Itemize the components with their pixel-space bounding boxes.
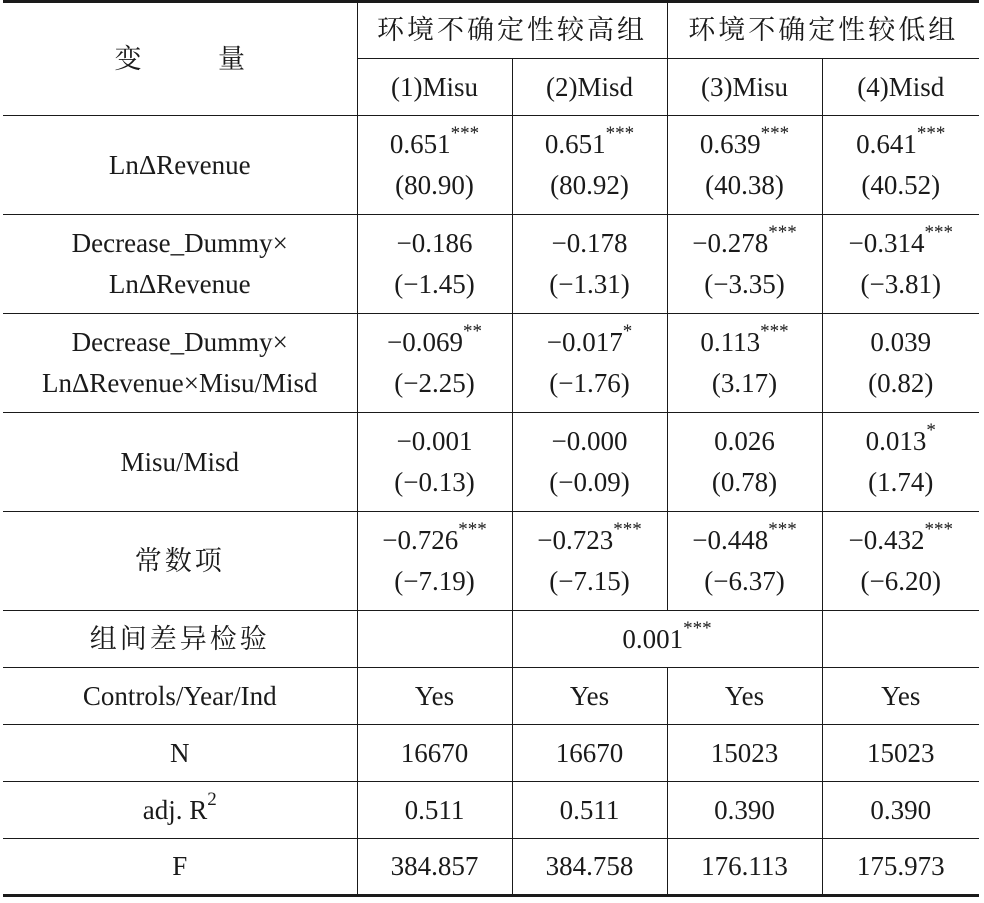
table-cell: Yes bbox=[822, 668, 979, 725]
coef-cell: 0.113*** (3.17) bbox=[667, 314, 822, 413]
coef-cell: 0.641*** (40.52) bbox=[822, 116, 979, 215]
coef-cell: −0.314*** (−3.81) bbox=[822, 215, 979, 314]
table-row bbox=[3, 215, 979, 314]
coef-cell: −0.186 (−1.45) bbox=[357, 215, 512, 314]
coef-cell: 0.639*** (40.38) bbox=[667, 116, 822, 215]
table-cell: Yes bbox=[512, 668, 667, 725]
coef-cell: 0.651*** (80.92) bbox=[512, 116, 667, 215]
regression-table bbox=[3, 0, 979, 897]
row-label: Controls/Year/Ind bbox=[3, 668, 357, 725]
table-cell: 384.857 bbox=[357, 839, 512, 896]
table-cell: Yes bbox=[667, 668, 822, 725]
coef-cell: −0.278*** (−3.35) bbox=[667, 215, 822, 314]
coef-cell: −0.726*** (−7.19) bbox=[357, 512, 512, 611]
header-row-groups bbox=[3, 2, 979, 59]
n-row bbox=[3, 725, 979, 782]
row-label: 组间差异检验 bbox=[3, 611, 357, 668]
column-header: (1)Misu bbox=[357, 59, 512, 116]
coef-cell: −0.000 (−0.09) bbox=[512, 413, 667, 512]
row-label: N bbox=[3, 725, 357, 782]
table-cell: 176.113 bbox=[667, 839, 822, 896]
coef-cell: 0.651*** (80.90) bbox=[357, 116, 512, 215]
coef-cell: 0.039 (0.82) bbox=[822, 314, 979, 413]
row-label: F bbox=[3, 839, 357, 896]
f-row bbox=[3, 839, 979, 896]
table-cell: 15023 bbox=[822, 725, 979, 782]
coef-cell: 0.026 (0.78) bbox=[667, 413, 822, 512]
table-row bbox=[3, 116, 979, 215]
table-cell: 16670 bbox=[357, 725, 512, 782]
group-test-value: 0.001*** bbox=[512, 611, 822, 668]
row-label: adj. $R^2$ bbox=[3, 782, 357, 839]
adj-r2-row bbox=[3, 782, 979, 839]
row-label: LnΔRevenue bbox=[3, 116, 357, 215]
table-row bbox=[3, 413, 979, 512]
empty-cell bbox=[357, 611, 512, 668]
group-high-header: 环境不确定性较高组 bbox=[357, 2, 667, 59]
column-header: (2)Misd bbox=[512, 59, 667, 116]
row-label: Misu/Misd bbox=[3, 413, 357, 512]
coef-cell: −0.723*** (−7.15) bbox=[512, 512, 667, 611]
variable-header: 变 量 bbox=[3, 2, 357, 116]
table-cell: 0.511 bbox=[357, 782, 512, 839]
table-cell: 175.973 bbox=[822, 839, 979, 896]
coef-cell: 0.013* (1.74) bbox=[822, 413, 979, 512]
table-cell: 16670 bbox=[512, 725, 667, 782]
table-cell: 384.758 bbox=[512, 839, 667, 896]
row-label: Decrease_Dummy× LnΔRevenue×Misu/Misd bbox=[3, 314, 357, 413]
table-cell: 15023 bbox=[667, 725, 822, 782]
coef-cell: −0.432*** (−6.20) bbox=[822, 512, 979, 611]
row-label: Decrease_Dummy× LnΔRevenue bbox=[3, 215, 357, 314]
column-header: (3)Misu bbox=[667, 59, 822, 116]
row-label: 常数项 bbox=[3, 512, 357, 611]
table-cell: 0.390 bbox=[667, 782, 822, 839]
coef-cell: −0.017* (−1.76) bbox=[512, 314, 667, 413]
coef-cell: −0.001 (−0.13) bbox=[357, 413, 512, 512]
group-low-header: 环境不确定性较低组 bbox=[667, 2, 979, 59]
table-cell: Yes bbox=[357, 668, 512, 725]
coef-cell: −0.448*** (−6.37) bbox=[667, 512, 822, 611]
coef-cell: −0.069** (−2.25) bbox=[357, 314, 512, 413]
table-row bbox=[3, 512, 979, 611]
table-row bbox=[3, 314, 979, 413]
empty-cell bbox=[822, 611, 979, 668]
group-test-row bbox=[3, 611, 979, 668]
table-cell: 0.390 bbox=[822, 782, 979, 839]
table-cell: 0.511 bbox=[512, 782, 667, 839]
coef-cell: −0.178 (−1.31) bbox=[512, 215, 667, 314]
controls-row bbox=[3, 668, 979, 725]
column-header: (4)Misd bbox=[822, 59, 979, 116]
